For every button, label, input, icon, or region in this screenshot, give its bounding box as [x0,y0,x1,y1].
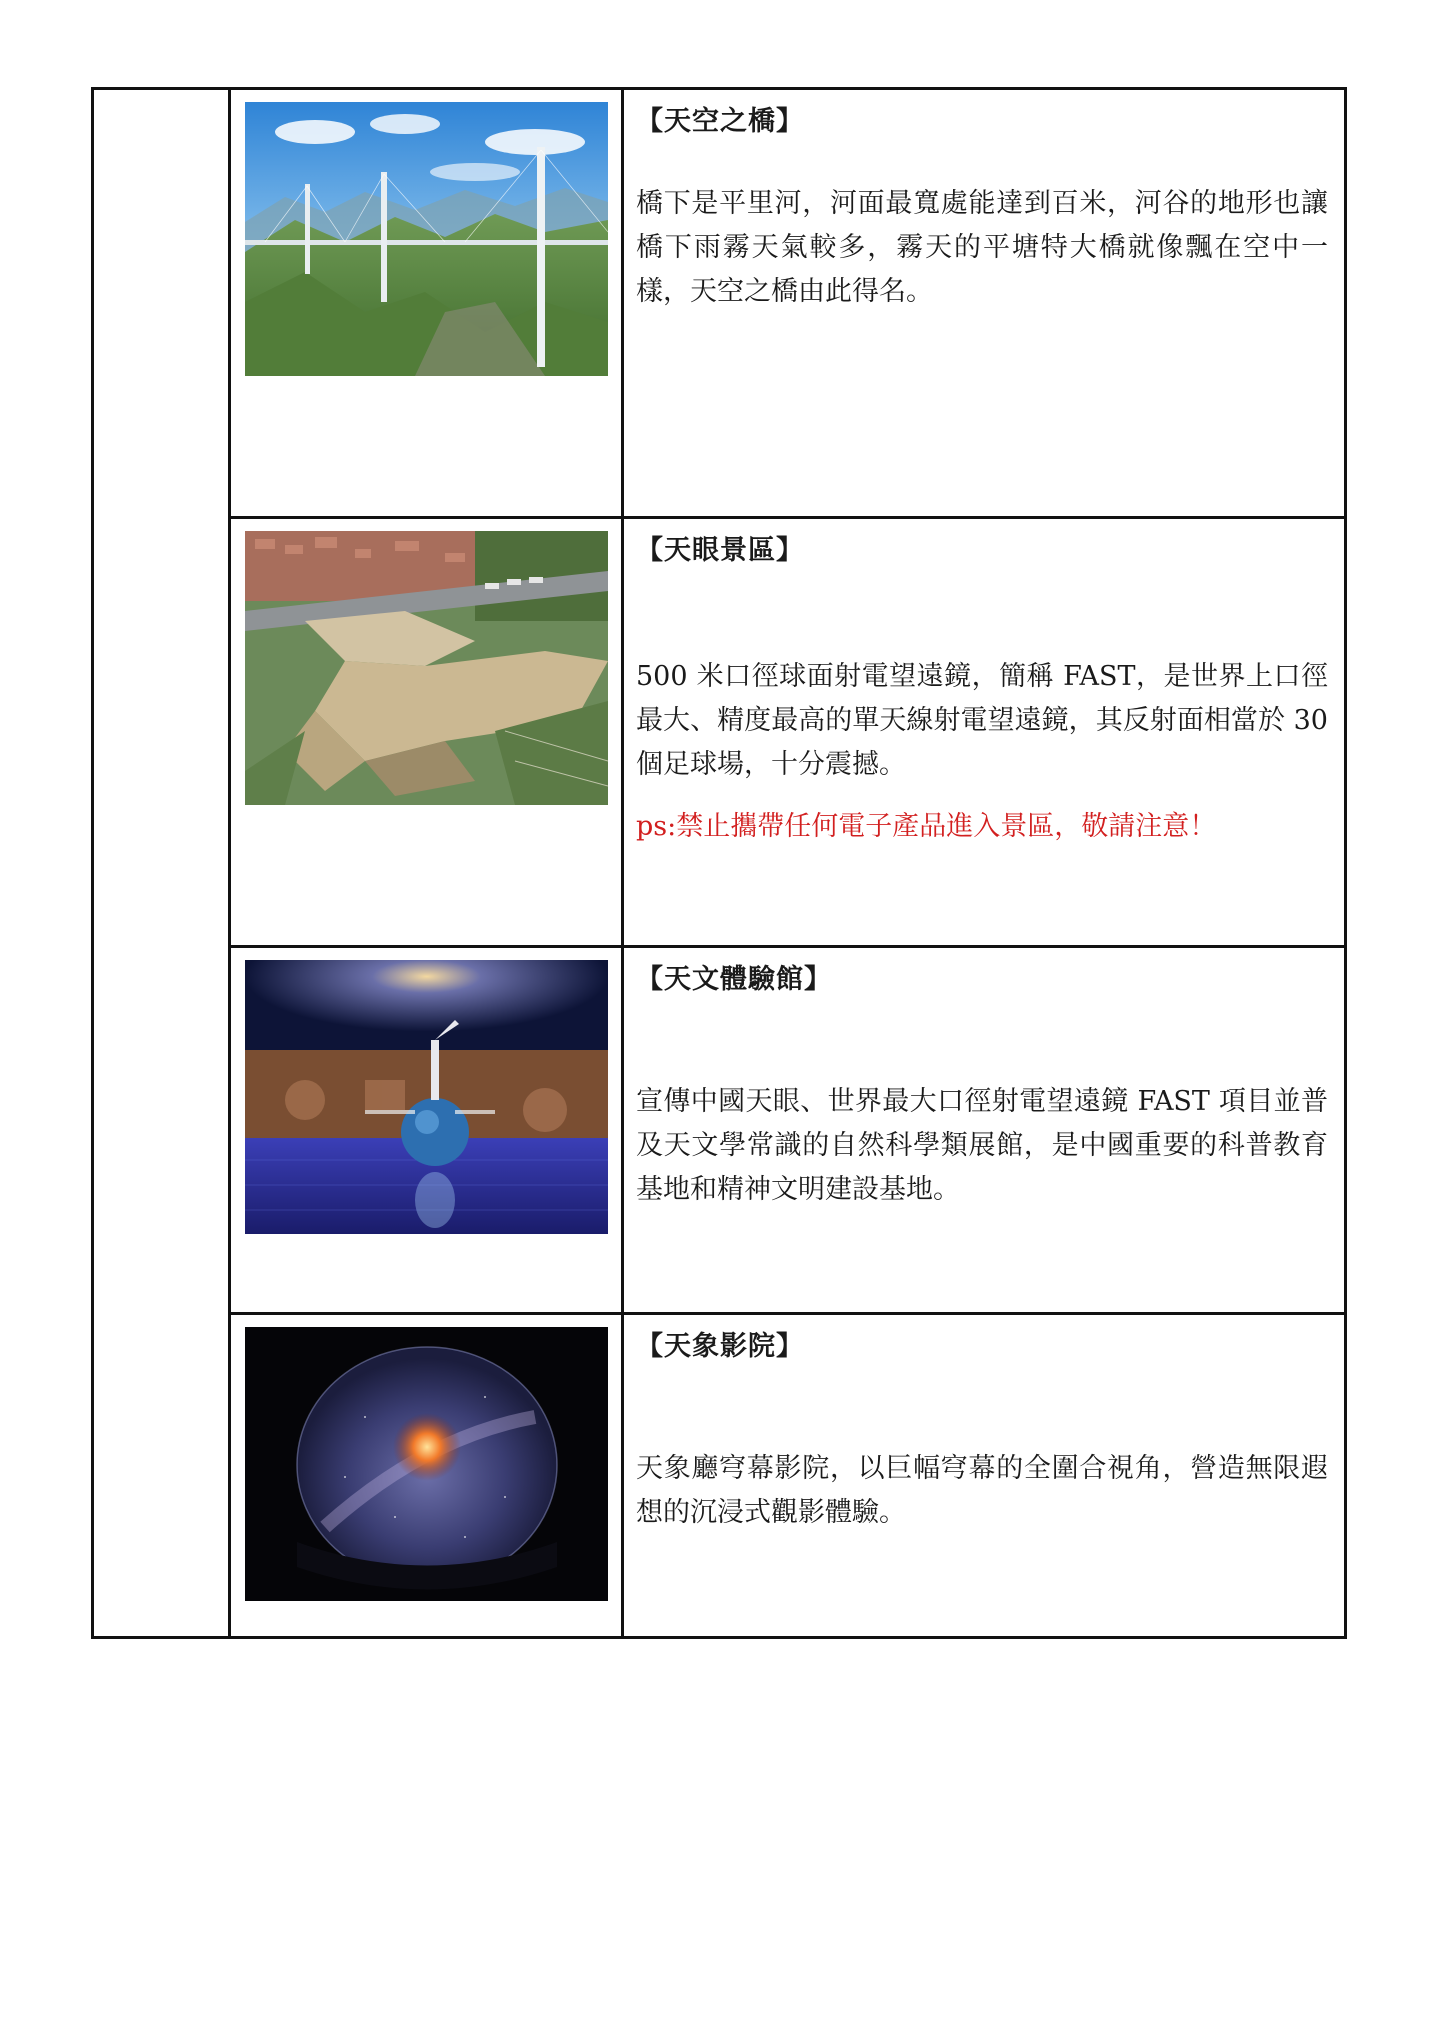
day-column [94,90,231,1636]
spot-title: 【天文體驗館】 [636,964,832,995]
spot-row-planetarium [231,1315,1344,1636]
spot-row-astronomy-hall [231,948,1344,1315]
astronomy-hall-photo [245,960,608,1234]
spot-title: 【天象影院】 [636,1331,804,1362]
text-cell [624,948,1344,1312]
photo-cell [231,1315,624,1636]
spot-row-fast [231,519,1344,948]
fast-building-photo [245,531,608,805]
text-cell [624,90,1344,516]
spot-warning-note: ps:禁止攜帶任何電子產品進入景區，敬請注意！ [636,811,1217,842]
photo-cell [231,519,624,945]
spot-row-sky-bridge [231,90,1344,519]
itinerary-table [91,87,1347,1639]
planetarium-photo [245,1327,608,1601]
photo-cell [231,90,624,516]
bridge-photo [245,102,608,376]
text-cell [624,519,1344,945]
spot-description: 橋下是平里河，河面最寬處能達到百米，河谷的地形也讓橋下雨霧天氣較多，霧天的平塘特大橋就像飄在空中一樣，天空之橋由此得名。 [636,188,1328,307]
spot-description: 天象廳穹幕影院，以巨幅穹幕的全圍合視角，營造無限遐想的沉浸式觀影體驗。 [636,1453,1328,1528]
spot-title: 【天眼景區】 [636,535,804,566]
text-cell [624,1315,1344,1636]
spot-description: 500 米口徑球面射電望遠鏡，簡稱 FAST，是世界上口徑最大、精度最高的單天線射電望遠鏡，其反射面相當於 30 個足球場，十分震撼。 [636,661,1328,780]
photo-cell [231,948,624,1312]
spot-description: 宣傳中國天眼、世界最大口徑射電望遠鏡 FAST 項目並普及天文學常識的自然科學類展館，是中國重要的科普教育基地和精神文明建設基地。 [636,1086,1328,1205]
spot-title: 【天空之橋】 [636,106,804,137]
